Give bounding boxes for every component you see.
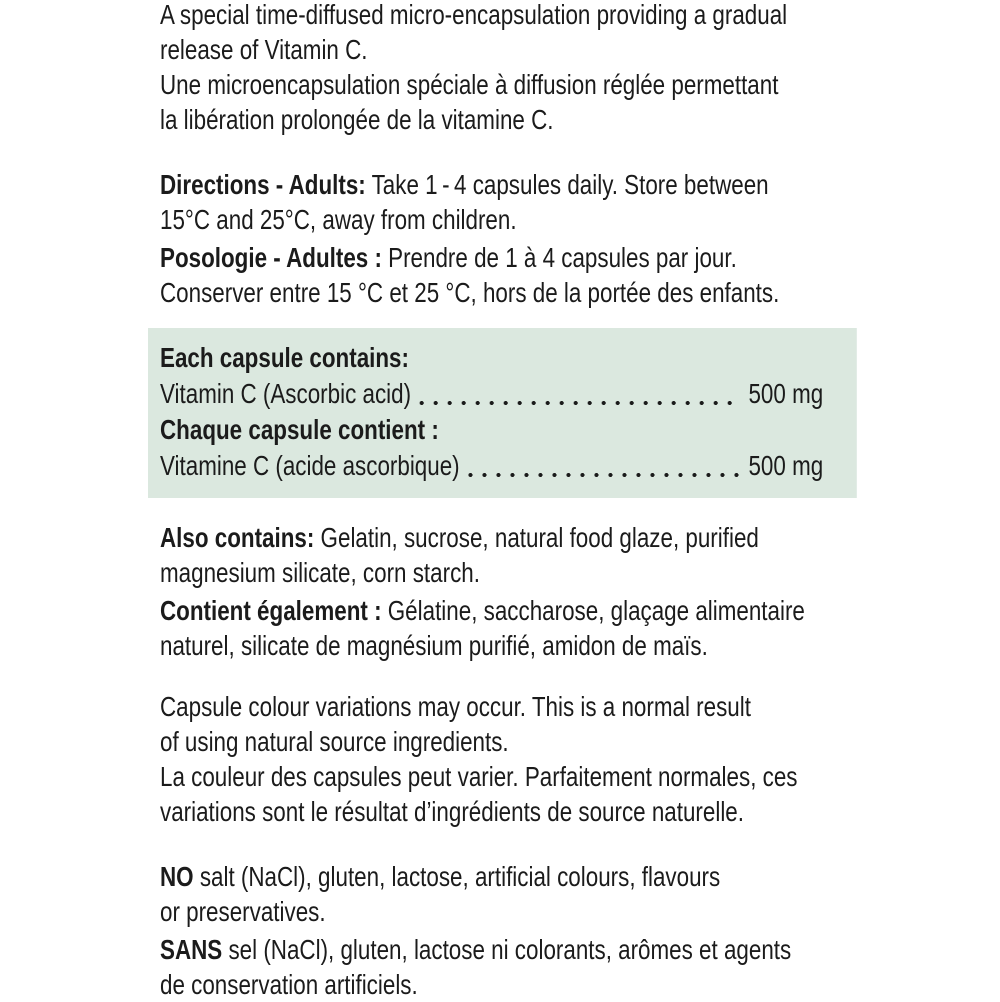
paragraph-directions-en bbox=[160, 167, 864, 237]
text-line bbox=[160, 932, 864, 967]
paragraph-also-fr bbox=[160, 593, 864, 663]
directions-en-heading: Directions - Adults: bbox=[160, 169, 366, 200]
facts-heading-fr: Chaque capsule contient : bbox=[160, 414, 439, 445]
text-line bbox=[160, 593, 864, 628]
no-en-text: salt (NaCl), gluten, lactose, artificial colours, flavours bbox=[193, 861, 721, 892]
sans-fr-heading: SANS bbox=[160, 934, 223, 965]
also-en-heading: Also contains: bbox=[160, 522, 315, 553]
fact-row-en bbox=[160, 376, 823, 412]
text-line: Capsule colour variations may occur. This is a normal result bbox=[160, 691, 751, 722]
paragraph-intro-en bbox=[160, 0, 864, 67]
directions-fr-heading: Posologie - Adultes : bbox=[160, 242, 382, 273]
text-line bbox=[160, 167, 864, 202]
text-line: la libération prolongée de la vitamine C. bbox=[160, 104, 554, 135]
text-line: Conserver entre 15 °C et 25 °C, hors de la portée des enfants. bbox=[160, 277, 780, 308]
dot-leader bbox=[468, 472, 741, 478]
paragraph-intro-fr bbox=[160, 67, 864, 137]
supplement-facts-box bbox=[148, 328, 857, 498]
no-en-heading: NO bbox=[160, 861, 194, 892]
label-content bbox=[160, 0, 864, 1002]
fact-ingredient-fr: Vitamine C (acide ascorbique) bbox=[160, 450, 460, 481]
text-line bbox=[160, 520, 864, 555]
also-en-text: Gelatin, sucrose, natural food glaze, purified bbox=[314, 522, 759, 553]
text-line: release of Vitamin C. bbox=[160, 34, 368, 65]
directions-fr-text: Prendre de 1 à 4 capsules par jour. bbox=[381, 242, 737, 273]
fact-amount-fr: 500 mg bbox=[748, 450, 824, 481]
paragraph-also-en bbox=[160, 520, 864, 590]
text-line bbox=[160, 240, 864, 275]
paragraph-sans-fr bbox=[160, 932, 864, 1002]
text-line: Une microencapsulation spéciale à diffusion réglée permettant bbox=[160, 69, 779, 100]
fact-amount-en: 500 mg bbox=[748, 378, 824, 409]
fact-ingredient-en: Vitamin C (Ascorbic acid) bbox=[160, 378, 412, 409]
text-line: 15°C and 25°C, away from children. bbox=[160, 204, 517, 235]
text-line: magnesium silicate, corn starch. bbox=[160, 557, 480, 588]
paragraph-directions-fr bbox=[160, 240, 864, 310]
sans-fr-text: sel (NaCl), gluten, lactose ni colorants, arômes et agents bbox=[222, 934, 792, 965]
text-line: or preservatives. bbox=[160, 896, 326, 927]
also-fr-text: Gélatine, saccharose, glaçage alimentaire bbox=[381, 595, 805, 626]
facts-heading-en: Each capsule contains: bbox=[160, 342, 409, 373]
text-line: of using natural source ingredients. bbox=[160, 726, 509, 757]
text-line: naturel, silicate de magnésium purifié, amidon de maïs. bbox=[160, 630, 708, 661]
text-line bbox=[160, 859, 864, 894]
paragraph-no-en bbox=[160, 859, 864, 929]
paragraph-colour-fr bbox=[160, 759, 864, 829]
text-line: de conservation artificiels. bbox=[160, 969, 418, 1000]
text-line: A special time-diffused micro-encapsulation providing a gradual bbox=[160, 0, 788, 30]
paragraph-colour-en bbox=[160, 689, 864, 759]
text-line: variations sont le résultat d’ingrédients de source naturelle. bbox=[160, 796, 744, 827]
dot-leader bbox=[419, 400, 740, 406]
fact-row-fr bbox=[160, 448, 823, 484]
also-fr-heading: Contient également : bbox=[160, 595, 382, 626]
text-line: La couleur des capsules peut varier. Parfaitement normales, ces bbox=[160, 761, 798, 792]
directions-en-text: Take 1 - 4 capsules daily. Store between bbox=[365, 169, 769, 200]
